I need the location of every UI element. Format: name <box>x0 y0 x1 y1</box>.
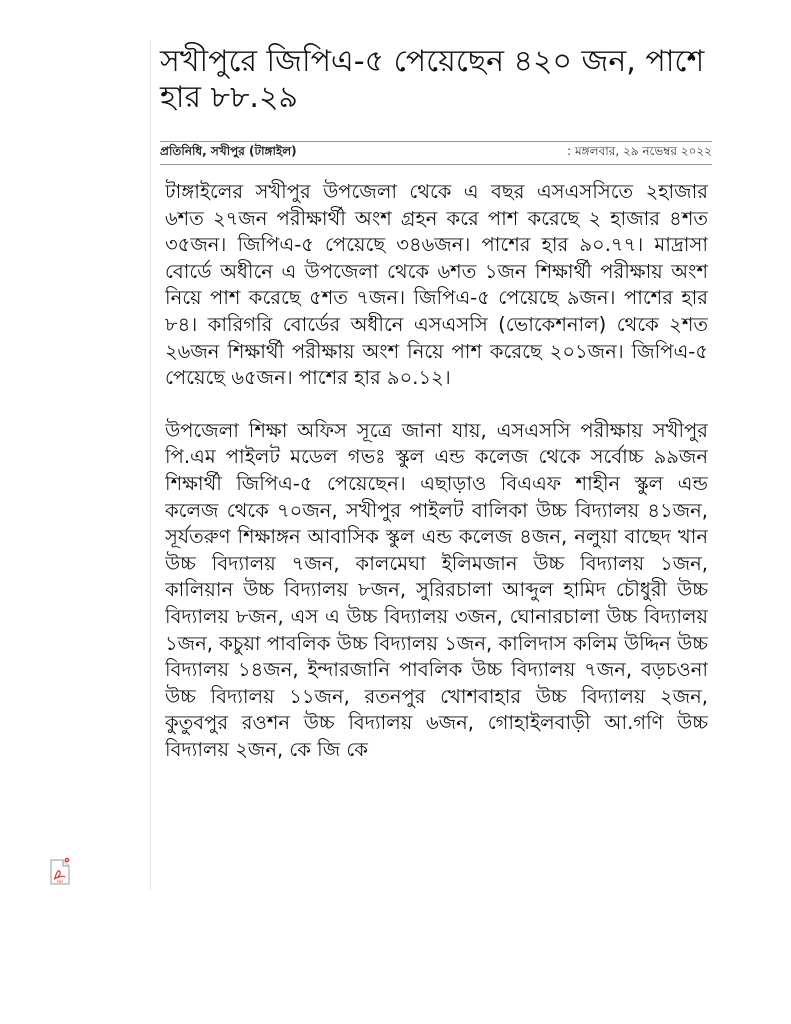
article-headline: সখীপুরে জিপিএ-৫ পেয়েছেন ৪২০ জন, পাশে হার ৮৮.২৯ <box>160 44 705 115</box>
byline-author: প্রতিনিধি, সখীপুর (টাঙ্গাইল) <box>160 144 297 158</box>
pdf-icon[interactable] <box>50 857 70 885</box>
article-paragraph: টাঙ্গাইলের সখীপুর উপজেলা থেকে এ বছর এসএসসিতে ২হাজার ৬শত ২৭জন পরীক্ষার্থী অংশ গ্রহন করে পাশ করেছে ২ হাজার ৪শত ৩৫জন। জিপিএ-৫ পেয়েছে ৩৪৬জন। পাশের হার ৯০.৭৭। মাদ্রাসা বোর্ডে অধীনে এ উপজেলা থেকে ৬শত ১জন শিক্ষার্থী পরীক্ষায় অংশ নিয়ে পাশ করেছে ৫শত ৭জন। জিপিএ-৫ পেয়েছে ৯জন। পাশের হার ৮৪। কারিগরি বোর্ডের অধীনে এসএসসি (ভোকেশনাল) থেকে ২শত ২৬জন শিক্ষার্থী পরীক্ষায় অংশ নিয়ে পাশ করেছে ২০১জন। জিপিএ-৫ পেয়েছে ৬৫জন। পাশের হার ৯০.১২। <box>165 180 708 390</box>
article-body <box>165 179 708 987</box>
page-divider <box>150 40 151 890</box>
publish-date: : মঙ্গলবার, ২৯ নভেম্বর ২০২২ <box>567 144 712 158</box>
svg-text:PDF: PDF <box>56 880 64 884</box>
article-paragraph: উপজেলা শিক্ষা অফিস সূত্রে জানা যায়, এসএসসি পরীক্ষায় সখীপুর পি.এম পাইলট মডেল গভঃ স্কুল এন্ড কলেজ থেকে সর্বোচ্চ ৯৯জন শিক্ষার্থী জিপিএ-৫ পেয়েছেন। এছাড়াও বিএএফ শাহীন স্কুল এন্ড কলেজ থেকে ৭০জন, সখীপুর পাইলট বালিকা উচ্চ বিদ্যালয় ৪১জন, সূর্যতরুণ শিক্ষাঙ্গন আবাসিক স্কুল এন্ড কলেজ ৪জন, নলুয়া বাছেদ খান উচ্চ বিদ্যালয় ৭জন, কালমেঘা ইলিমজান উচ্চ বিদ্যালয় ১জন, কালিয়ান উচ্চ বিদ্যালয় ৮জন, সুরিরচালা আব্দুল হামিদ চৌধুরী উচ্চ বিদ্যালয় ৮জন, এস এ উচ্চ বিদ্যালয় ৩জন, ঘোনারচালা উচ্চ বিদ্যালয় ১জন, কচুয়া পাবলিক উচ্চ বিদ্যালয় ১জন, কালিদাস কলিম উদ্দিন উচ্চ বিদ্যালয় ১৪জন, ইন্দারজানি পাবলিক উচ্চ বিদ্যালয় ৭জন, বড়চওনা উচ্চ বিদ্যালয় ১১জন, রতনপুর খোশবাহার উচ্চ বিদ্যালয় ২জন, কুতুবপুর রওশন উচ্চ বিদ্যালয় ৬জন, গোহাইলবাড়ী আ.গণি উচ্চ বিদ্যালয় ২জন, কে জি কে <box>165 418 708 761</box>
byline-bar <box>160 141 712 165</box>
